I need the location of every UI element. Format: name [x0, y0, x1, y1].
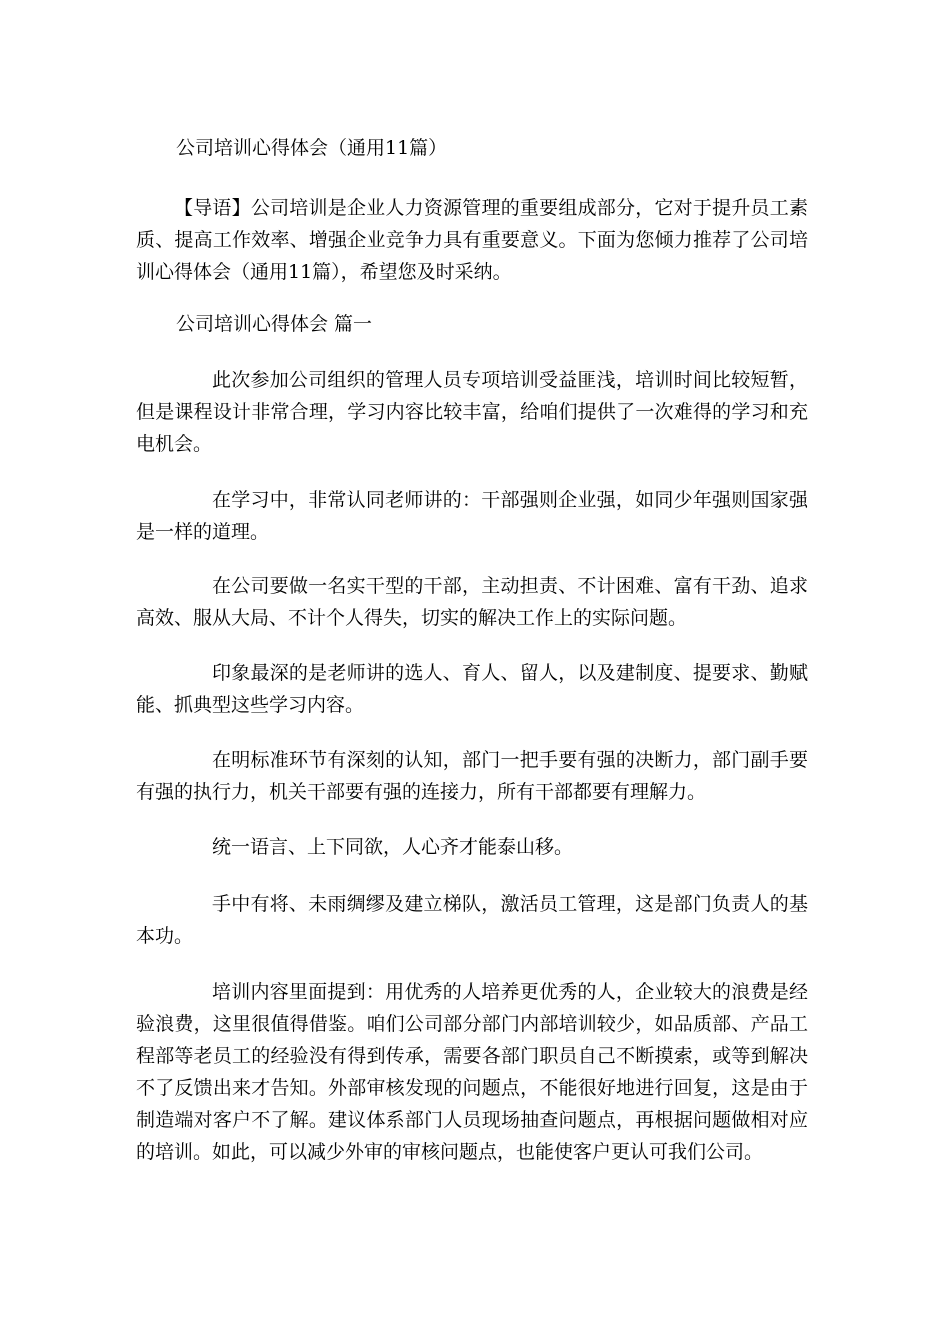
body-paragraph: 统一语言、上下同欲，人心齐才能泰山移。 [212, 836, 574, 858]
body-paragraph: 培训内容里面提到：用优秀的人培养更优秀的人，企业较大的浪费是经验浪费，这里很值得借鉴。咱们公司部分部门内部培训较少，如品质部、产品工程部等老员工的经验没有得到传承，需要各部门职员自己不断摸索，或等到解决不了反馈出来才告知。外部审核发现的问题点，不能很好地进行回复，这是由于制造端对客户不了解。建议体系部门人员现场抽查问题点，再根据问题做相对应的培训。如此，可以减少外审的审核问题点，也能使客户更认可我们公司。 [136, 981, 808, 1163]
body-paragraph: 此次参加公司组织的管理人员专项培训受益匪浅，培训时间比较短暂，但是课程设计非常合理，学习内容比较丰富，给咱们提供了一次难得的学习和充电机会。 [136, 369, 808, 455]
body-paragraph: 在明标准环节有深刻的认知，部门一把手要有强的决断力，部门副手要有强的执行力，机关干部要有强的连接力，所有干部都要有理解力。 [136, 749, 808, 803]
body-paragraph: 印象最深的是老师讲的选人、育人、留人，以及建制度、提要求、勤赋能、抓典型这些学习内容。 [136, 662, 808, 716]
body-paragraph: 手中有将、未雨绸缪及建立梯队，激活员工管理，这是部门负责人的基本功。 [136, 893, 808, 947]
document-title: 公司培训心得体会（通用11篇） [176, 137, 448, 159]
body-paragraph: 在学习中，非常认同老师讲的：干部强则企业强，如同少年强则国家强是一样的道理。 [136, 489, 808, 543]
section-heading: 公司培训心得体会 篇一 [176, 313, 373, 335]
body-paragraph: 在公司要做一名实干型的干部，主动担责、不计困难、富有干劲、追求高效、服从大局、不计个人得失，切实的解决工作上的实际问题。 [136, 575, 808, 629]
intro-paragraph: 【导语】公司培训是企业人力资源管理的重要组成部分，它对于提升员工素质、提高工作效率、增强企业竞争力具有重要意义。下面为您倾力推荐了公司培训心得体会（通用11篇），希望您及时采纳。 [136, 197, 808, 283]
